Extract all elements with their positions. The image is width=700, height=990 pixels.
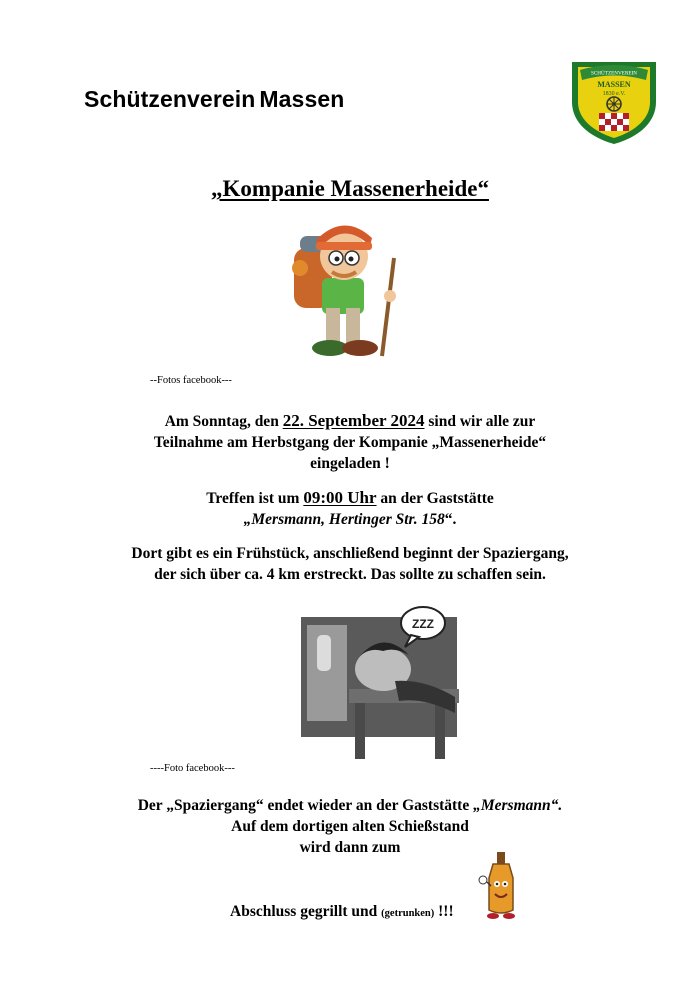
invitation-line-3: eingeladen ! — [310, 455, 390, 472]
meeting-venue: „Mersmann, Hertinger Str. 158 — [243, 511, 445, 528]
photo-caption-2: ----Foto facebook--- — [150, 763, 235, 774]
closing-venue: „Mersmann“. — [473, 797, 563, 814]
final-text-a: Abschluss gegrillt und — [230, 903, 382, 920]
closing-line-1 — [0, 795, 700, 816]
meeting-paragraph — [0, 487, 700, 530]
organization-title — [84, 86, 344, 113]
meeting-venue-line — [0, 509, 700, 530]
program-paragraph — [0, 543, 700, 585]
invitation-line-2: Teilnahme am Herbstgang der Kompanie „Massenerheide“ — [153, 434, 547, 451]
invitation-text-b: sind wir alle zur — [424, 413, 536, 430]
hiker-cartoon-illustration — [286, 218, 418, 364]
closing-line-2: Auf dem dortigen alten Schießstand — [231, 818, 469, 835]
crest-year: 1830 e.V. — [602, 91, 626, 97]
crest-wheel-icon — [607, 97, 621, 111]
club-crest-logo — [566, 50, 662, 146]
org-name-word2: Massen — [259, 86, 345, 112]
meeting-line-1 — [0, 487, 700, 509]
meeting-time: 09:00 Uhr — [303, 488, 377, 507]
invitation-paragraph — [0, 410, 700, 474]
meeting-text-a: Treffen ist um — [206, 490, 304, 507]
crest-checkered-icon — [599, 113, 629, 131]
event-date: 22. September 2024 — [282, 411, 425, 430]
program-line-2: der sich über ca. 4 km erstreckt. Das sollte zu schaffen sein. — [154, 566, 546, 583]
invitation-text-a: Am Sonntag, den — [164, 413, 283, 430]
final-text-small: (getrunken) — [381, 908, 435, 919]
final-line — [230, 903, 454, 921]
program-line-1: Dort gibt es ein Frühstück, anschließend beginnt der Spaziergang, — [131, 545, 569, 562]
crest-name: MASSEN — [597, 80, 631, 89]
crest-top-text: SCHÜTZENVEREIN — [590, 70, 638, 77]
meeting-venue-end: “. — [444, 511, 457, 528]
closing-paragraph — [0, 795, 700, 858]
closing-line-3: wird dann zum — [299, 839, 401, 856]
event-title: „Kompanie Massenerheide“ — [211, 176, 489, 201]
bottle-mascot-illustration — [477, 850, 525, 920]
final-text-b: !!! — [434, 903, 454, 920]
sleeping-man-cartoon-illustration — [295, 601, 459, 761]
org-name-word1: Schützenverein — [84, 86, 256, 112]
photo-caption-1: --Fotos facebook--- — [150, 375, 232, 386]
invitation-line-1 — [0, 410, 700, 432]
meeting-text-b: an der Gaststätte — [376, 490, 494, 507]
closing-text-a: Der „Spaziergang“ endet wieder an der Gaststätte — [137, 797, 474, 814]
speech-bubble-text: ZZZ — [412, 617, 434, 631]
